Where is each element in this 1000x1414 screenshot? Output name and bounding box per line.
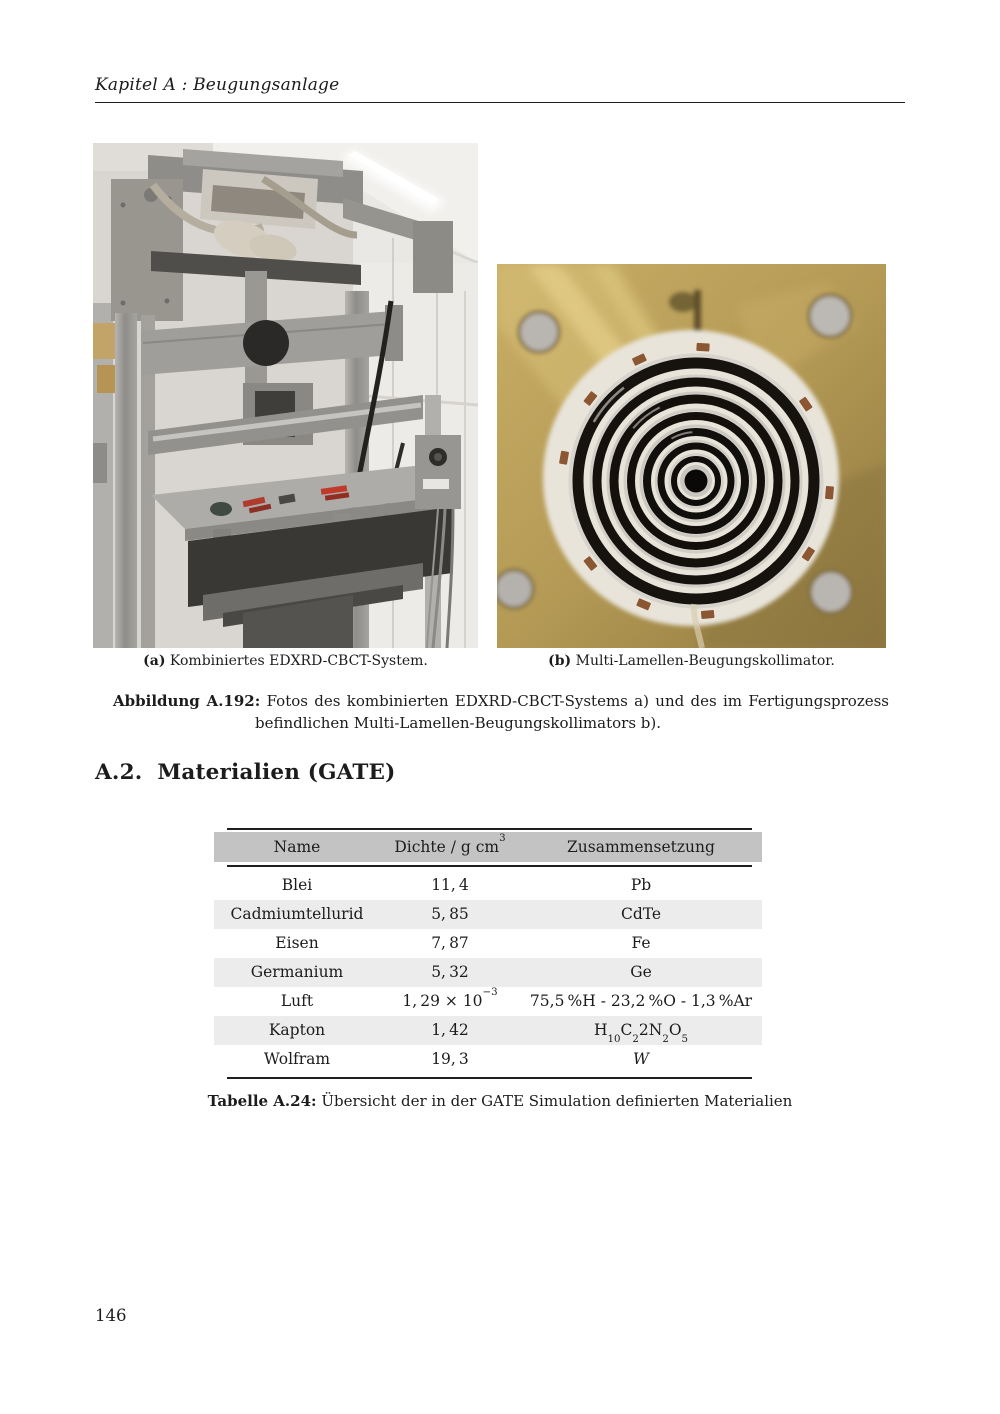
- subcaption-a-label: (a): [143, 653, 166, 669]
- cell-density: 11, 4: [431, 876, 469, 894]
- figure-caption: [113, 690, 889, 734]
- table-caption-label: Tabelle A.24:: [207, 1092, 317, 1110]
- figure-caption-label: Abbildung A.192:: [113, 692, 261, 710]
- table-rule-bottom: [227, 1077, 752, 1079]
- table-rule-mid: [227, 865, 752, 867]
- cell-density: 19, 3: [431, 1050, 469, 1068]
- cell-composition: Fe: [631, 934, 651, 952]
- table-caption-text: Übersicht der in der GATE Simulation definierten Materialien: [321, 1092, 793, 1110]
- table-row: [214, 958, 762, 987]
- cell-density: 5, 85: [431, 905, 469, 923]
- table-row: [214, 871, 762, 900]
- cell-material-name: Blei: [281, 876, 313, 894]
- section-heading: [95, 760, 396, 785]
- column-header-name: Name: [273, 838, 321, 856]
- photo-edxrd-cbct-system: [93, 143, 478, 648]
- running-head-rule: [95, 102, 905, 103]
- table-caption: [150, 1092, 850, 1110]
- cell-density: 5, 32: [431, 963, 469, 981]
- subcaption-a-text: Kombiniertes EDXRD-CBCT-System.: [169, 653, 428, 669]
- running-head-chapter: Kapitel A : Beugungsanlage: [95, 75, 340, 95]
- column-header-density: Dichte / g $cm^3$: [394, 833, 506, 856]
- photo-multi-lamella-collimator: [497, 264, 886, 648]
- cell-composition: 75,5 %H - 23,2 %O - 1,3 %Ar: [529, 992, 753, 1010]
- materials-table: [214, 828, 762, 1079]
- section-number: A.2.: [95, 760, 143, 785]
- cell-composition: $H_{10}C_22N_2O_5$: [593, 1021, 689, 1045]
- cell-material-name: Luft: [280, 992, 314, 1010]
- cell-density: 7, 87: [431, 934, 469, 952]
- materials-table-body: [214, 871, 762, 1074]
- cell-composition: Ge: [630, 963, 652, 981]
- cell-composition: CdTe: [620, 905, 662, 923]
- cell-material-name: Cadmiumtellurid: [230, 905, 364, 923]
- collimator-photo-illustration: [497, 264, 886, 648]
- figure-caption-text: Fotos des kombinierten EDXRD-CBCT-Systems a) und des im Fertigungsprozess befindlichen Multi-Lamellen-Beugungskollimators b).: [255, 692, 889, 732]
- lab-photo-illustration: [93, 143, 478, 648]
- table-row: [214, 1016, 762, 1045]
- subcaption-b: [497, 653, 886, 669]
- page-number: 146: [95, 1306, 127, 1325]
- table-rule-top: [227, 828, 752, 830]
- subcaption-b-text: Multi-Lamellen-Beugungskollimator.: [575, 653, 835, 669]
- section-title: Materialien (GATE): [157, 760, 396, 785]
- cell-material-name: Eisen: [275, 934, 319, 952]
- table-row: [214, 900, 762, 929]
- cell-material-name: Germanium: [250, 963, 344, 981]
- cell-composition: W: [633, 1050, 649, 1068]
- column-header-composition: Zusammensetzung: [567, 838, 715, 856]
- subcaption-b-label: (b): [548, 653, 572, 669]
- cell-density: 1, $29 \times 10^{-3}$: [402, 987, 498, 1010]
- table-row: [214, 929, 762, 958]
- subcaption-a: [93, 653, 478, 669]
- cell-composition: Pb: [630, 876, 652, 894]
- cell-density: 1, 42: [431, 1021, 469, 1039]
- table-row: [214, 1045, 762, 1074]
- table-row: [214, 987, 762, 1016]
- table-header-row: [214, 832, 762, 862]
- cell-material-name: Kapton: [268, 1021, 326, 1039]
- cell-material-name: Wolfram: [263, 1050, 331, 1068]
